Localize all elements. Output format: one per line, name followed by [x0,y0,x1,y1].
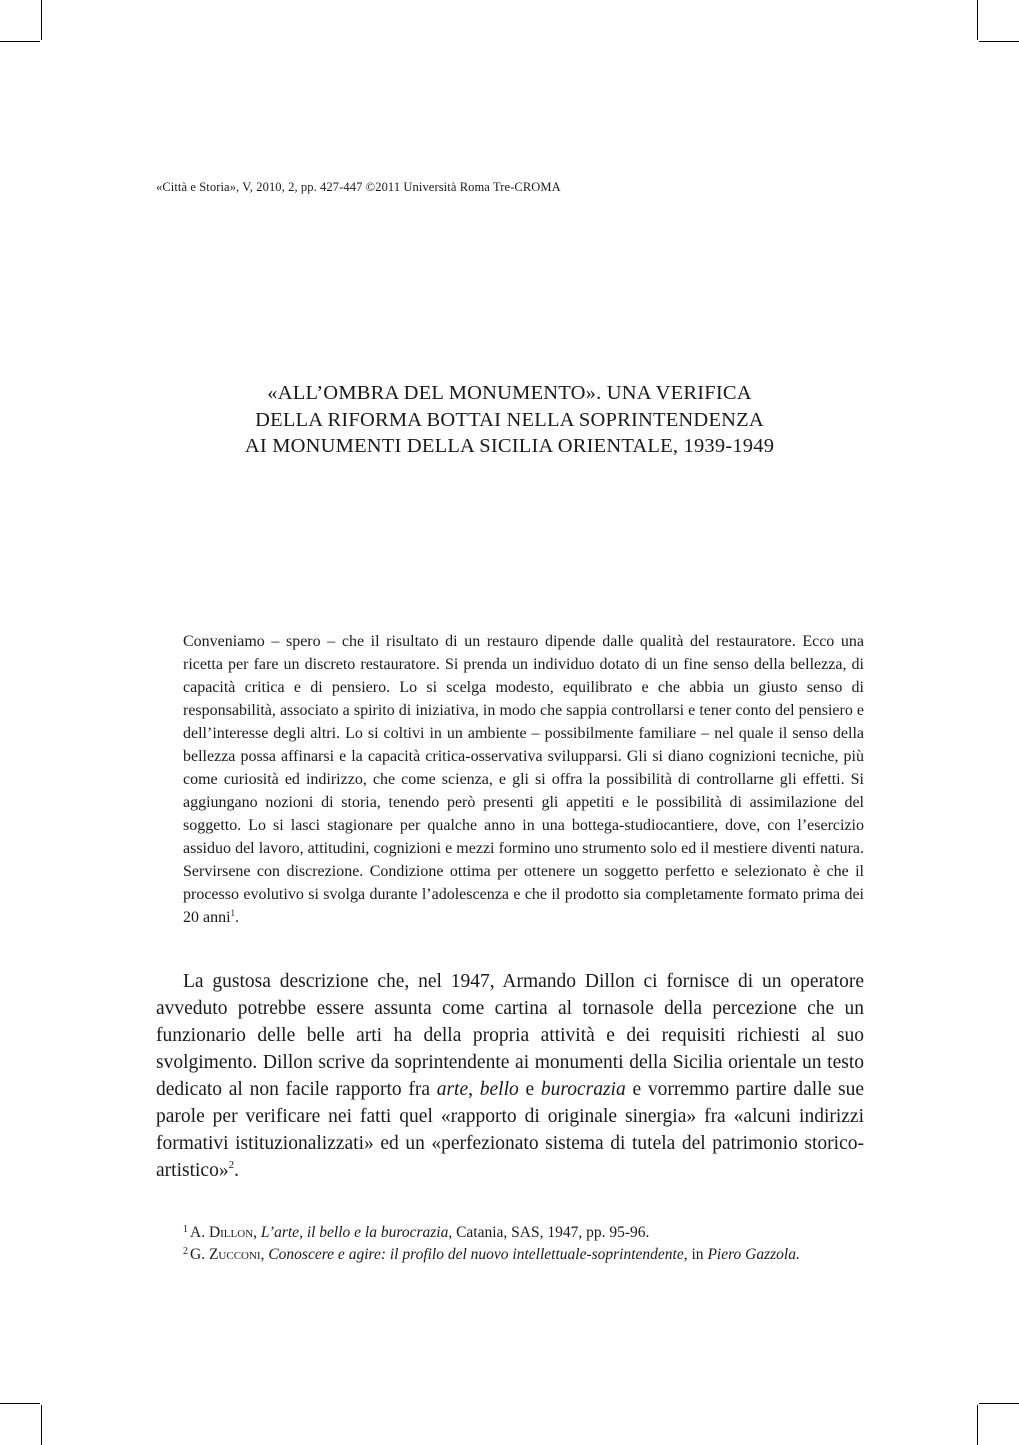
footnote-book-title: Piero Gazzola. [707,1246,800,1263]
crop-mark-top-right-h [979,41,1019,42]
crop-mark-bottom-left-h [0,1403,40,1404]
footnote-2 [183,1244,883,1266]
footnote-number: 2 [183,1246,188,1257]
crop-mark-top-left-v [41,0,42,40]
body-paragraph [156,968,864,1184]
body-text-part-2: e vorremmo partire dalle sue parole per verificare nei fatti quel «rapporto di originale sinergia» fra «alcuni indirizzi formativi istituzionalizzati» ed un «perfezionato sistema di tutela del patrimonio storico-artistico» [156,1079,865,1181]
emphasis-arte: arte [436,1079,469,1100]
footnote-separator: , [260,1246,269,1263]
footnote-publication: , Catania, SAS, 1947, pp. 95-96. [448,1224,650,1241]
title-line-2: DELLA RIFORMA BOTTAI NELLA SOPRINTENDENZA [255,408,764,431]
footnote-1 [183,1222,883,1244]
footnote-number: 1 [183,1224,188,1235]
footnote-ref-1[interactable]: 1 [230,908,236,918]
crop-mark-top-left-h [0,41,40,42]
body-separator-1: , [468,1079,480,1100]
body-end-punctuation: . [234,1160,239,1181]
footnote-in: , in [683,1246,708,1263]
footnote-author: Zucconi [208,1246,261,1263]
crop-mark-bottom-right-v [977,1405,978,1445]
footnote-author-initial: G. [190,1246,209,1263]
crop-mark-bottom-right-h [979,1403,1019,1404]
footnotes [183,1222,883,1266]
emphasis-bello: bello [479,1079,519,1100]
body-separator-2: e [518,1079,541,1100]
footnote-title: L’arte, il bello e la burocrazia [260,1224,449,1241]
title-line-3: AI MONUMENTI DELLA SICILIA ORIENTALE, 1939-1949 [244,435,775,457]
crop-mark-bottom-left-v [41,1405,42,1445]
epigraph-quote: Conveniamo – spero – che il risultato di un restauro dipende dalle qualità del restauratore. Ecco una ricetta per fare un discreto restauratore. Si prenda un individuo dotato di un fine senso della bellezza, di capacità critica e di pensiero. Lo si scelga modesto, equilibrato e che abbia un giusto senso di responsabilità, associato a spirito di iniziativa, in modo che sappia controllarsi e tener conto del pensiero e dell’interesse degli altri. Lo si coltivi in un ambiente – possibilmente familiare – nel quale il senso della bellezza possa affinarsi e la capacità critica-osservativa svilupparsi. Gli si diano cognizioni tecniche, più come curiosità ed indirizzo, che come scienza, e gli si offra la possibilità di controllarne gli effetti. Si aggiungano nozioni di storia, tenendo però presenti gli appetiti e le possibilità di assimilazione del soggetto. Lo si lasci stagionare per qualche anno in una bottega-studiocantiere, dove, con l’esercizio assiduo del lavoro, attitudini, cognizioni e mezzi formino uno strumento solo ed il mestiere diventi natura. Servirsene con discrezione. Condizione ottima per ottenere un soggetto perfetto e selezionato è che il processo evolutivo si svolga durante l’adolescenza e che il prodotto sia completamente formato prima dei 20 anni$^1$. [183,633,864,926]
article-title [0,380,1019,460]
footnote-author: Dillon [208,1224,254,1241]
epigraph-text: Conveniamo – spero – che il risultato di un restauro dipende dalle qualità del restauratore. Ecco una ricetta per fare un discreto restauratore. Si prenda un individuo dotato di un fine senso della bellezza, di capacità critica e di pensiero. Lo si scelga modesto, equilibrato e che abbia un giusto senso di responsabilità, associato a spirito di iniziativa, in modo che sappia controllarsi e tener conto del pensiero e dell’interesse degli altri. Lo si coltivi in un ambiente – possibilmente familiare – nel quale il senso della bellezza possa affinarsi e la capacità critica-osservativa svilupparsi. Gli si diano cognizioni tecniche, più come curiosità ed indirizzo, che come scienza, e gli si offra la possibilità di controllarne gli effetti. Si aggiungano nozioni di storia, tenendo però presenti gli appetiti e le possibilità di assimilazione del soggetto. Lo si lasci stagionare per qualche anno in una bottega-studiocantiere, dove, con l’esercizio assiduo del lavoro, attitudini, cognizioni e mezzi formino uno strumento solo ed il mestiere diventi natura. Servirsene con discrezione. Condizione ottima per ottenere un soggetto perfetto e selezionato è che il processo evolutivo si svolga durante l’adolescenza e che il prodotto sia completamente formato prima dei 20 anni [183,633,864,926]
body-text-part-1: La gustosa descrizione che, nel 1947, Armando Dillon ci fornisce di un operatore avveduto potrebbe essere assunta come cartina al tornasole della percezione che un funzionario delle belle arti ha della propria attività e dei requisiti richiesti al suo svolgimento. Dillon scrive da soprintendente ai monumenti della Sicilia orientale un testo dedicato al non facile rapporto fra [156,971,864,1100]
footnote-title: Conoscere e agire: il profilo del nuovo intellettuale-soprintendente [268,1246,684,1263]
emphasis-burocrazia: burocrazia [540,1079,626,1100]
footnote-author-initial: A. [190,1224,209,1241]
title-line-1: «ALL’OMBRA DEL MONUMENTO». UNA VERIFICA [267,382,752,404]
footnote-ref-2[interactable]: 2 [228,1159,235,1171]
running-head: «Città e Storia», V, 2010, 2, pp. 427-447 ©2011 Università Roma Tre-CROMA [156,180,561,194]
crop-mark-top-right-v [977,0,978,40]
footnote-separator: , [253,1224,261,1241]
